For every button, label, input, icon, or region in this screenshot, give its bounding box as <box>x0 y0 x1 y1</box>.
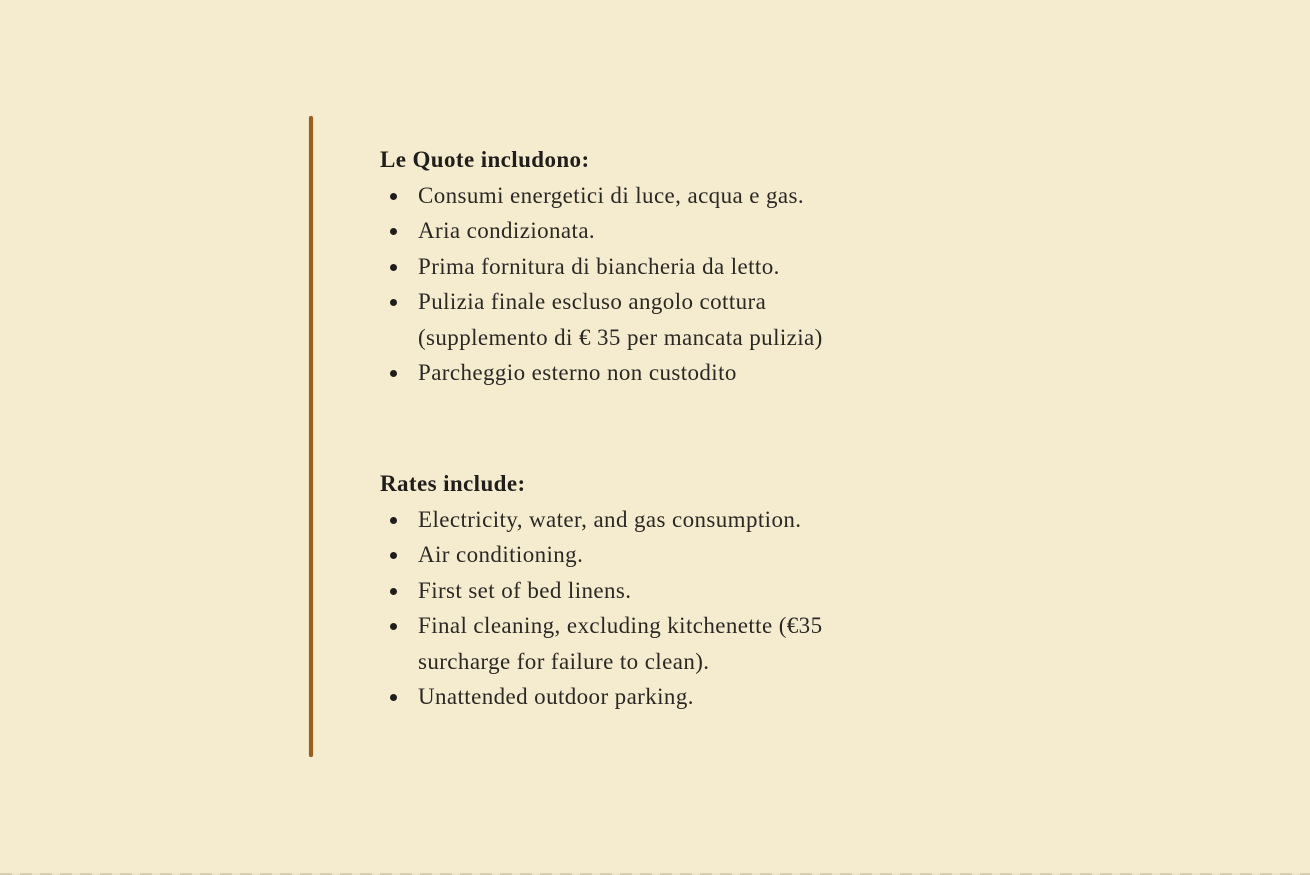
section-english <box>380 466 823 715</box>
vertical-accent-line <box>309 116 313 757</box>
list-item-text: Consumi energetici di luce, acqua e gas. <box>418 182 805 208</box>
bullet-icon <box>390 299 397 306</box>
list-item-text: Aria condizionata. <box>418 218 596 243</box>
list-item <box>380 537 823 573</box>
bullet-icon <box>390 623 397 630</box>
list-item <box>380 679 823 715</box>
bullet-list-italian <box>380 178 823 391</box>
list-item <box>380 178 823 214</box>
bullet-icon <box>390 694 397 701</box>
bullet-icon <box>390 552 397 559</box>
list-item-text: Electricity, water, and gas consumption. <box>418 506 802 532</box>
bullet-icon <box>390 228 397 235</box>
bullet-list-english <box>380 502 823 715</box>
list-item <box>380 355 823 391</box>
list-item-text: First set of bed linens. <box>418 577 632 603</box>
list-item <box>380 573 823 609</box>
list-item-text: Prima fornitura di biancheria da letto. <box>418 253 780 279</box>
list-item <box>380 284 823 355</box>
list-item <box>380 213 823 249</box>
list-item-text: Unattended outdoor parking. <box>418 684 694 709</box>
bullet-icon <box>390 588 397 595</box>
section-title-english: Rates include: <box>380 471 526 496</box>
list-item <box>380 502 823 538</box>
list-item-text: Pulizia finale escluso angolo cottura (supplemento di € 35 per mancata pulizia) <box>418 289 823 350</box>
bullet-icon <box>390 193 397 200</box>
section-title-italian: Le Quote includono: <box>380 147 590 172</box>
list-item <box>380 608 823 679</box>
list-item-text: Final cleaning, excluding kitchenette (€35 surcharge for failure to clean). <box>418 613 823 674</box>
list-item <box>380 249 823 285</box>
list-item-text: Parcheggio esterno non custodito <box>418 360 737 385</box>
bullet-icon <box>390 264 397 271</box>
bullet-icon <box>390 370 397 377</box>
bullet-icon <box>390 517 397 524</box>
list-item-text: Air conditioning. <box>418 542 584 567</box>
section-italian <box>380 142 823 391</box>
